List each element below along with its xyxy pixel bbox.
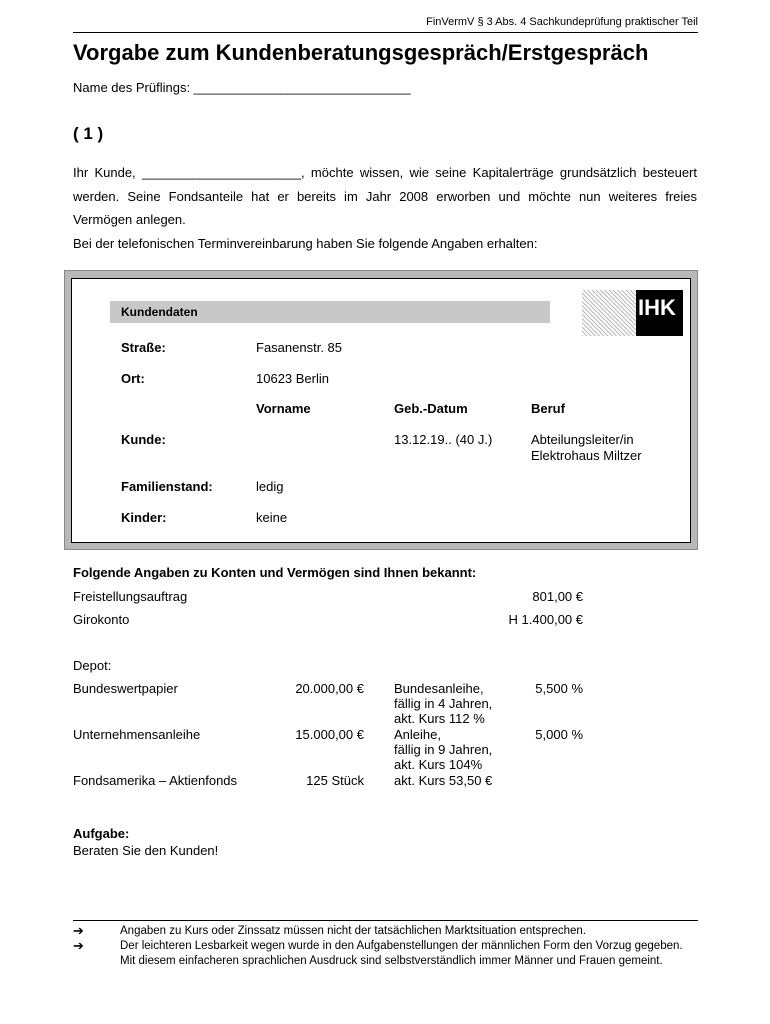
ihk-logo-hatch: [582, 290, 636, 336]
section-number: ( 1 ): [73, 124, 104, 143]
depot-item-desc-line: akt. Kurs 53,50 €: [394, 773, 493, 788]
depot-item-rate: 5,000 %: [535, 727, 583, 742]
depot-item-amount: 125 Stück: [306, 773, 364, 788]
depot-item-rate: 5,500 %: [535, 681, 583, 696]
intro-text: Ihr Kunde, ______________________, möchte wissen, wie seine Kapitalerträge grundsätzlich besteuert werden. Seine Fondsanteile hat er bereits im Jahr 2008 erworben und möchte nun weiteres freies Vermögen anlegen.: [73, 165, 697, 227]
footnote-1: Angaben zu Kurs oder Zinssatz müssen nicht der tatsächlichen Marktsituation entsprechen.: [120, 925, 586, 937]
arrow-right-icon: ➔: [73, 938, 84, 953]
city-label: Ort:: [121, 371, 145, 386]
candidate-name-line: Name des Prüflings: ______________________________: [73, 80, 411, 95]
task-text: Beraten Sie den Kunden!: [73, 843, 219, 858]
page-title: Vorgabe zum Kundenberatungsgespräch/Erstgespräch: [73, 40, 649, 65]
intro-text-2: Bei der telefonischen Terminvereinbarung haben Sie folgende Angaben erhalten:: [73, 235, 538, 251]
footnote-2: Der leichteren Lesbarkeit wegen wurde in den Aufgabenstellungen der männlichen Form den Vorzug gegeben. Mit diesem einfacheren sprachlichen Ausdruck sind selbstverständlich immer Männer und Frauen gemeint.: [120, 940, 683, 967]
accounts-heading: Folgende Angaben zu Konten und Vermögen sind Ihnen bekannt:: [73, 565, 477, 580]
depot-item-amount: 20.000,00 €: [295, 681, 364, 696]
depot-item-name: Fondsamerika – Aktienfonds: [73, 773, 238, 788]
depot-item-desc-line: akt. Kurs 112 %: [394, 711, 485, 726]
customer-birthdate: 13.12.19.. (40 J.): [394, 432, 493, 447]
street-label: Straße:: [121, 340, 166, 355]
header-text: FinVermV § 3 Abs. 4 Sachkundeprüfung praktischer Teil: [426, 16, 698, 28]
ihk-logo: [582, 290, 683, 336]
depot-item-desc-line: Anleihe,: [394, 727, 441, 742]
col-profession: Beruf: [531, 401, 565, 416]
checking-account-label: Girokonto: [73, 612, 130, 627]
intro-paragraph: [73, 161, 697, 255]
col-birthdate: Geb.-Datum: [394, 401, 468, 416]
arrow-right-icon: ➔: [73, 923, 84, 938]
exemption-order-label: Freistellungsauftrag: [73, 589, 188, 604]
depot-item-desc-line: fällig in 9 Jahren,: [394, 742, 493, 757]
footnote-divider: [73, 920, 698, 921]
header-divider: [73, 32, 698, 33]
street-value: Fasanenstr. 85: [256, 340, 342, 355]
customer-employer: Elektrohaus Miltzer: [531, 448, 642, 463]
children-value: keine: [256, 510, 288, 525]
exemption-order-value: 801,00 €: [532, 589, 583, 604]
depot-item-amount: 15.000,00 €: [295, 727, 364, 742]
marital-status-value: ledig: [256, 479, 284, 494]
city-value: 10623 Berlin: [256, 371, 329, 386]
depot-item-desc-line: fällig in 4 Jahren,: [394, 696, 493, 711]
depot-item-name: Bundeswertpapier: [73, 681, 178, 696]
depot-label: Depot:: [73, 658, 112, 673]
customer-profession: Abteilungsleiter/in: [531, 432, 634, 447]
customer-label: Kunde:: [121, 432, 166, 447]
checking-account-value: H 1.400,00 €: [508, 612, 583, 627]
depot-item-name: Unternehmensanleihe: [73, 727, 201, 742]
depot-item-description: [394, 773, 492, 788]
ihk-logo-text: IHK: [638, 295, 676, 320]
marital-status-label: Familienstand:: [121, 479, 213, 494]
col-firstname: Vorname: [256, 401, 311, 416]
depot-item-desc-line: akt. Kurs 104%: [394, 757, 483, 772]
children-label: Kinder:: [121, 510, 167, 525]
depot-item-description: [394, 681, 492, 726]
customer-data-heading: Kundendaten: [121, 305, 198, 319]
depot-item-desc-line: Bundesanleihe,: [394, 681, 484, 696]
task-heading: Aufgabe:: [73, 826, 130, 841]
depot-item-description: [394, 727, 492, 772]
